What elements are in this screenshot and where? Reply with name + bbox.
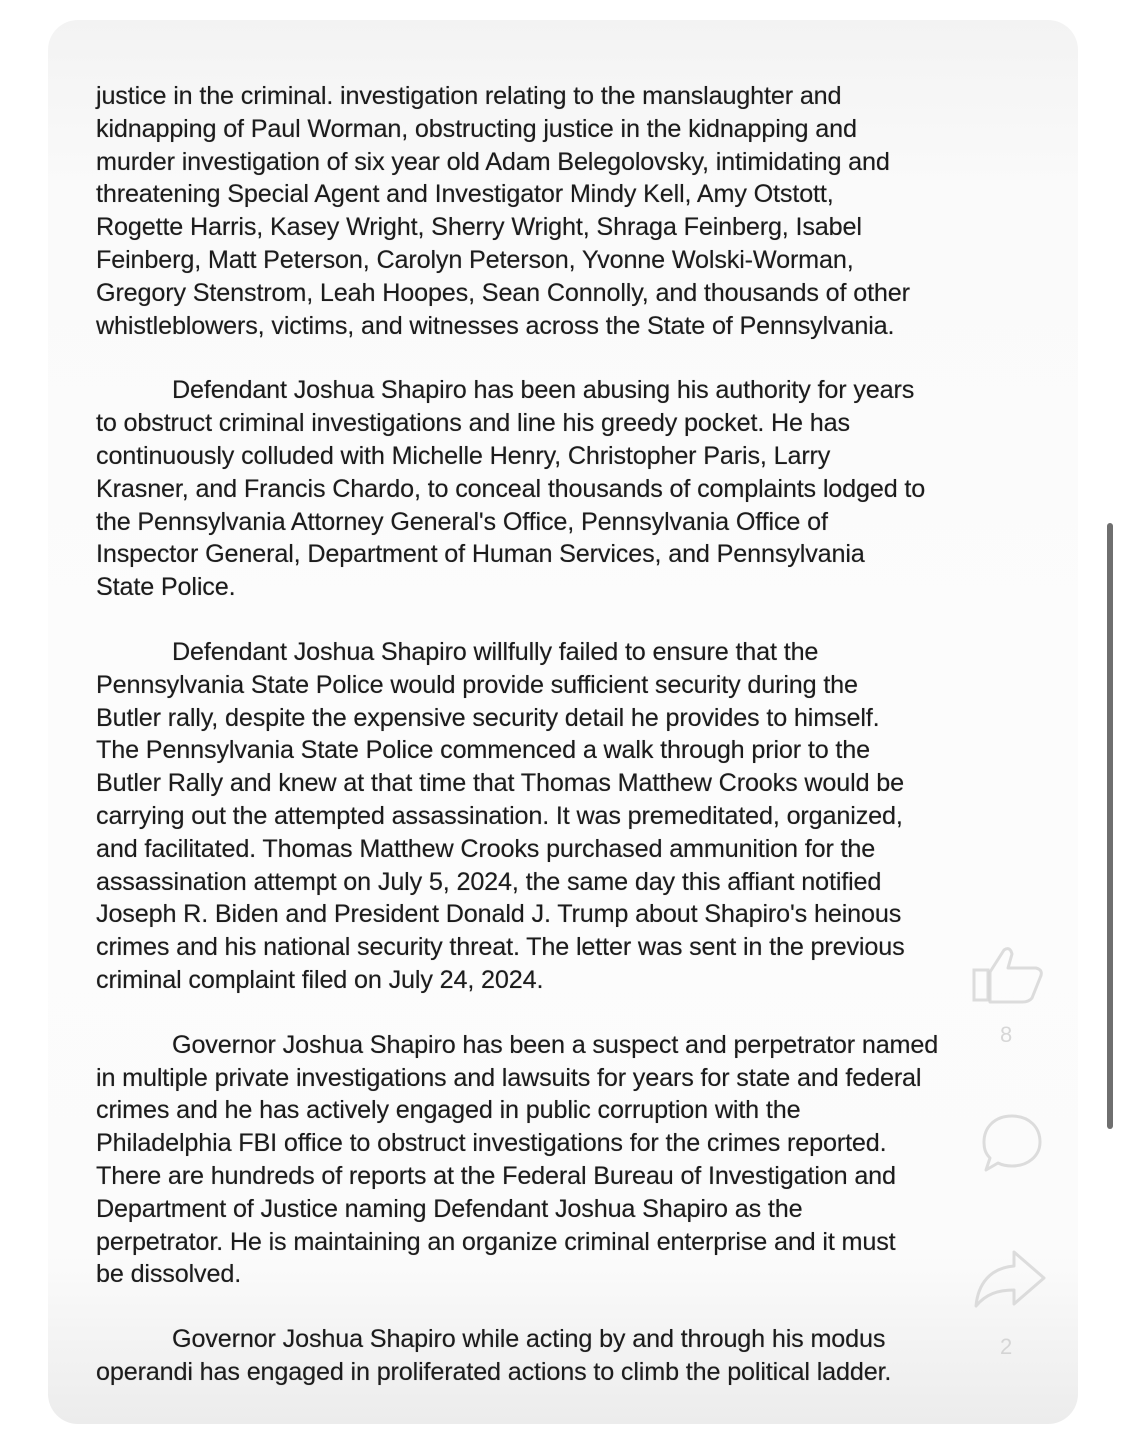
- text-line: crimes and his national security threat. The letter was sent in the previous: [96, 933, 905, 962]
- text-line: Defendant Joshua Shapiro has been abusing his authority for years: [172, 376, 915, 405]
- share-button[interactable]: [970, 1246, 1050, 1310]
- text-line: Feinberg, Matt Peterson, Carolyn Peterson, Yvonne Wolski-Worman,: [96, 245, 854, 274]
- share-arrow-icon: [970, 1246, 1050, 1310]
- text-line: Rogette Harris, Kasey Wright, Sherry Wright, Shraga Feinberg, Isabel: [96, 213, 862, 242]
- text-line: whistleblowers, victims, and witnesses across the State of Pennsylvania.: [96, 311, 895, 340]
- text-line: Governor Joshua Shapiro while acting by and through his modus: [172, 1325, 886, 1354]
- text-line: Defendant Joshua Shapiro willfully failed to ensure that the: [172, 637, 819, 666]
- text-line: carrying out the attempted assassination. It was premeditated, organized,: [96, 801, 903, 830]
- text-line: Krasner, and Francis Chardo, to conceal thousands of complaints lodged to: [96, 474, 926, 503]
- text-line: criminal complaint filed on July 24, 2024.: [96, 965, 544, 994]
- text-line: Joseph R. Biden and President Donald J. Trump about Shapiro's heinous: [96, 900, 902, 929]
- paragraph: [96, 636, 1056, 997]
- text-line: Pennsylvania State Police would provide sufficient security during the: [96, 670, 858, 699]
- text-line: operandi has engaged in proliferated actions to climb the political ladder.: [96, 1357, 892, 1386]
- paragraph: [96, 80, 1056, 342]
- text-line: Philadelphia FBI office to obstruct investigations for the crimes reported.: [96, 1129, 887, 1158]
- text-line: perpetrator. He is maintaining an organize criminal enterprise and it must: [96, 1227, 896, 1256]
- text-line: and facilitated. Thomas Matthew Crooks purchased ammunition for the: [96, 834, 876, 863]
- document-image-frame: [48, 20, 1078, 1424]
- document-text: [96, 80, 1056, 1421]
- thumbs-up-icon: [966, 944, 1048, 1006]
- text-line: Butler Rally and knew at that time that Thomas Matthew Crooks would be: [96, 769, 905, 798]
- text-line: The Pennsylvania State Police commenced a walk through prior to the: [96, 736, 870, 765]
- comment-button[interactable]: [978, 1110, 1046, 1176]
- scrollbar[interactable]: [1107, 523, 1113, 1129]
- text-line: Department of Justice naming Defendant Joshua Shapiro as the: [96, 1194, 803, 1223]
- text-line: Inspector General, Department of Human Services, and Pennsylvania: [96, 540, 865, 569]
- text-line: the Pennsylvania Attorney General's Office, Pennsylvania Office of: [96, 507, 828, 536]
- paragraph: [96, 1323, 1056, 1389]
- text-line: Gregory Stenstrom, Leah Hoopes, Sean Connolly, and thousands of other: [96, 278, 910, 307]
- text-line: kidnapping of Paul Worman, obstructing justice in the kidnapping and: [96, 114, 857, 143]
- comment-count: 8: [1000, 1022, 1013, 1047]
- text-line: Butler rally, despite the expensive security detail he provides to himself.: [96, 703, 880, 732]
- text-line: to obstruct criminal investigations and line his greedy pocket. He has: [96, 409, 850, 438]
- paragraph: [96, 1029, 1056, 1291]
- text-line: State Police.: [96, 573, 236, 602]
- text-line: Governor Joshua Shapiro has been a suspect and perpetrator named: [172, 1030, 939, 1059]
- speech-bubble-icon: [978, 1110, 1046, 1176]
- share-count: 2: [1000, 1334, 1013, 1359]
- text-line: justice in the criminal. investigation relating to the manslaughter and: [96, 82, 842, 110]
- text-line: be dissolved.: [96, 1260, 242, 1289]
- like-button[interactable]: [966, 944, 1048, 1006]
- text-line: crimes and he has actively engaged in public corruption with the: [96, 1096, 801, 1125]
- text-line: threatening Special Agent and Investigator Mindy Kell, Amy Otstott,: [96, 180, 834, 209]
- text-line: continuously colluded with Michelle Henry, Christopher Paris, Larry: [96, 441, 831, 470]
- text-line: assassination attempt on July 5, 2024, the same day this affiant notified: [96, 867, 882, 896]
- paragraph: [96, 374, 1056, 604]
- text-line: in multiple private investigations and lawsuits for years for state and federal: [96, 1063, 922, 1092]
- text-line: murder investigation of six year old Adam Belegolovsky, intimidating and: [96, 147, 890, 176]
- text-line: There are hundreds of reports at the Federal Bureau of Investigation and: [96, 1161, 896, 1190]
